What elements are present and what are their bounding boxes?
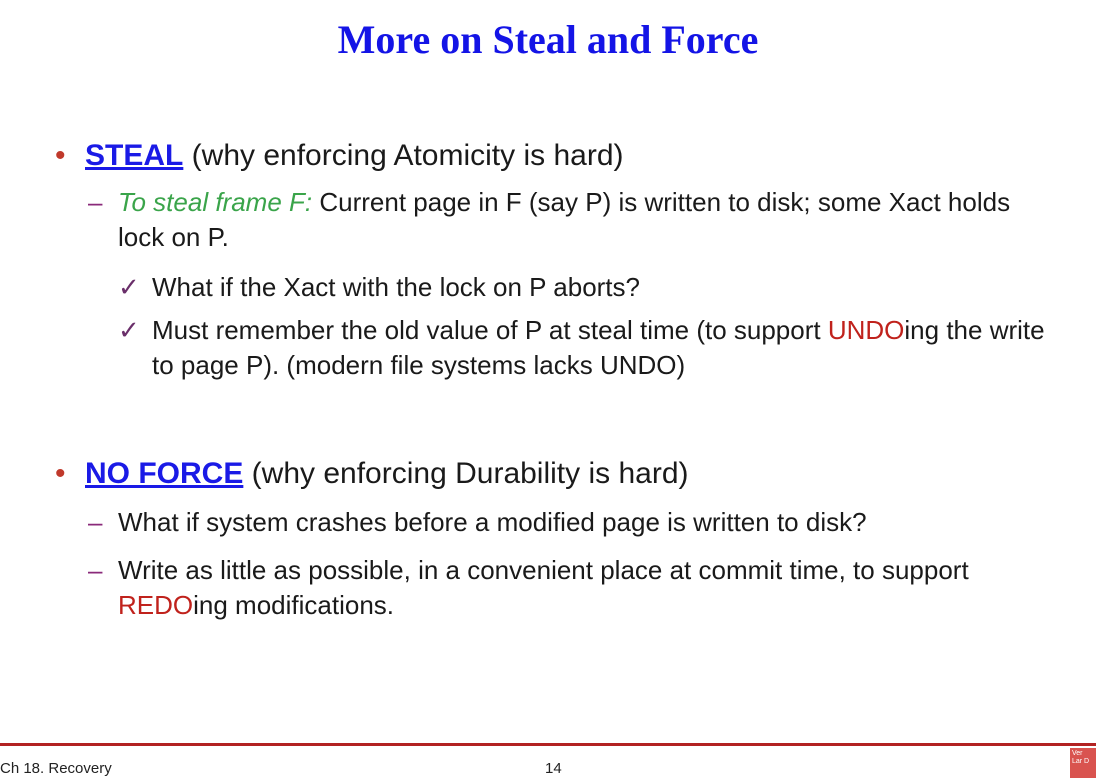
bullet-steal [55,137,624,175]
dash-marker: – [88,187,103,217]
footer-chapter: Ch 18. Recovery [0,760,112,777]
noforce-sub-item-2 [88,553,1048,623]
check-icon: ✓ [118,315,140,345]
noforce-sub-item-1 [88,505,1048,540]
noforce-description: (why enforcing Durability is hard) [243,457,689,490]
slide-title: More on Steal and Force [337,17,759,62]
check-1-text: What if the Xact with the lock on P aborts? [152,272,640,302]
noforce-sub-1-text: What if system crashes before a modified page is written to disk? [118,507,867,537]
bullet-noforce [55,455,689,493]
steal-check-1 [118,270,1052,305]
check-2-text-a: Must remember the old value of P at steal time (to support [152,315,828,345]
dash-marker: – [88,507,103,537]
noforce-sub-2-text-a: Write as little as possible, in a convenient place at commit time, to support [118,555,969,585]
steal-frame-text: Current page in F (say P) is written to disk; some Xact holds lock on P. [118,187,1011,252]
noforce-keyword: NO FORCE [85,457,244,490]
check-2-text-b: ing the write to page P). (modern file systems lacks UNDO) [152,315,1045,380]
undo-highlight: UNDO [827,315,905,345]
bullet-dot: • [55,457,66,490]
page-number: 14 [545,760,562,777]
steal-description: (why enforcing Atomicity is hard) [183,139,624,172]
steal-check-2 [118,313,1052,383]
check-icon: ✓ [118,272,140,302]
steal-keyword: STEAL [85,139,184,172]
footer-divider [0,743,1096,746]
dash-marker: – [88,555,103,585]
steal-frame-label: To steal frame F: [118,187,313,217]
corner-logo-icon: Ver Lar D [1070,748,1096,778]
steal-sub-item [88,185,1048,255]
noforce-sub-2-text-b: ing modifications. [193,590,395,620]
bullet-dot: • [55,139,66,172]
redo-highlight: REDO [118,590,194,620]
